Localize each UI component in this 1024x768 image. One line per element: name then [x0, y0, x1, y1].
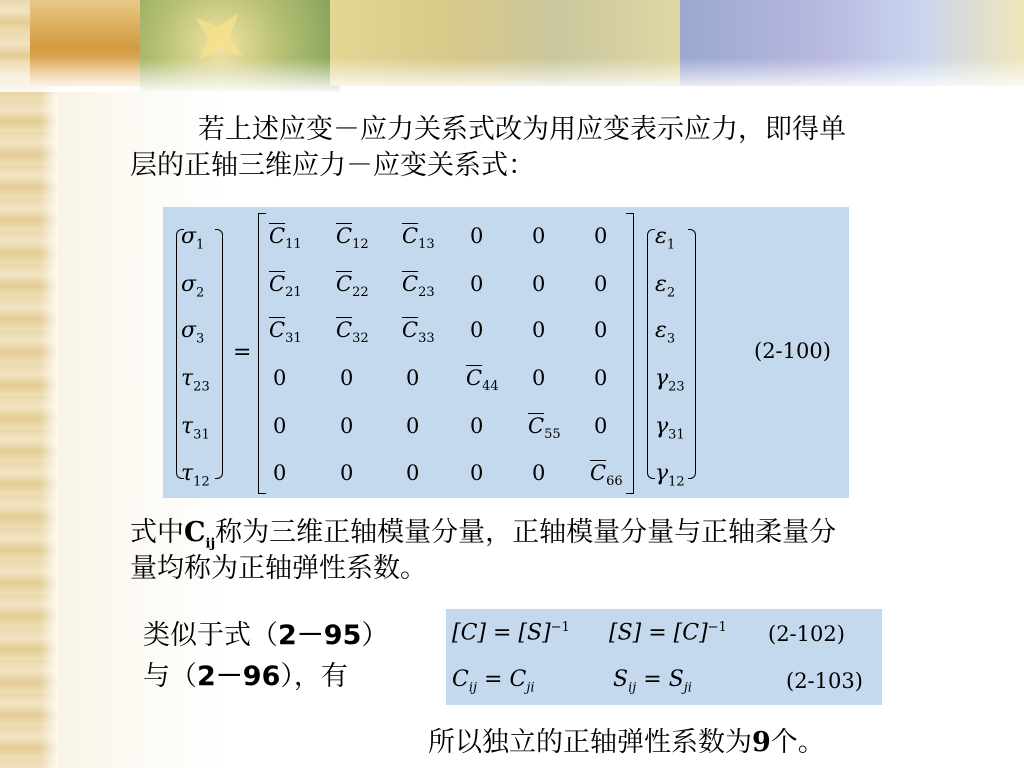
stress-component-23: $\tau_{23}$: [181, 366, 210, 395]
stress-component-12: $\tau_{12}$: [181, 461, 210, 490]
rhs-brace-left: [647, 229, 655, 479]
equation-number-2-103: (2-103): [786, 669, 863, 693]
eq-c-inverse-s: $[C] = [S]^{-1}$: [452, 620, 570, 646]
stress-component-1: $\sigma_1$: [181, 224, 205, 253]
matrix-cell-3-4: 0: [470, 318, 484, 342]
matrix-cell-6-5: 0: [532, 461, 546, 485]
eq-cij-symmetry: $C_{ij} = C_{ji}$: [452, 667, 535, 696]
equation-number-2-100: (2-100): [754, 339, 831, 363]
matrix-bracket-left: [258, 213, 266, 494]
lhs-brace-right: [215, 229, 223, 479]
matrix-cell-6-2: 0: [340, 461, 354, 485]
matrix-cell-4-3: 0: [406, 366, 420, 390]
final-text-a: 所以独立的正轴弹性系数为: [428, 727, 752, 758]
similar-line-2: [143, 659, 348, 695]
matrix-cell-6-1: 0: [273, 461, 287, 485]
note-ij-subscript: ij: [205, 536, 216, 552]
matrix-cell-6-4: 0: [470, 461, 484, 485]
intro-line-2: 层的正轴三维应力－应变关系式：: [130, 150, 535, 181]
similar-text-c: ）: [361, 620, 389, 651]
matrix-cell-1-3: $\overline{C}_{13}$: [402, 224, 435, 253]
note-c-symbol: C: [184, 517, 206, 548]
matrix-cell-2-3: $\overline{C}_{23}$: [402, 272, 435, 301]
matrix-cell-3-5: 0: [532, 318, 546, 342]
equals-sign: =: [233, 340, 252, 365]
matrix-cell-1-2: $\overline{C}_{12}$: [336, 224, 369, 253]
similar-ref-2-95: 2－95: [278, 620, 362, 651]
strain-component-2: $\varepsilon_2$: [655, 272, 676, 301]
intro-line-1: 若上述应变－应力关系式改为用应变表示应力，即得单: [198, 114, 846, 145]
matrix-cell-1-4: 0: [470, 224, 484, 248]
similar-text-a: 类似于式（: [143, 620, 278, 651]
strain-component-12: $\gamma_{12}$: [655, 461, 685, 490]
final-text-b: 个。: [770, 727, 825, 758]
banner-fade: [0, 58, 1024, 92]
matrix-cell-3-3: $\overline{C}_{33}$: [402, 318, 435, 347]
note-rest: 称为三维正轴模量分量，正轴模量分量与正轴柔量分: [215, 517, 837, 548]
matrix-cell-3-2: $\overline{C}_{32}$: [336, 318, 369, 347]
matrix-cell-2-2: $\overline{C}_{22}$: [336, 272, 369, 301]
note-line-2: 量均称为正轴弹性系数。: [130, 553, 427, 584]
final-line: [428, 725, 825, 761]
similar-line-1: [143, 618, 388, 654]
matrix-cell-1-5: 0: [532, 224, 546, 248]
equation-number-2-102: (2-102): [768, 622, 845, 646]
matrix-cell-2-4: 0: [470, 272, 484, 296]
stress-component-31: $\tau_{31}$: [181, 414, 210, 443]
matrix-cell-6-3: 0: [406, 461, 420, 485]
rhs-brace-right: [688, 229, 696, 479]
matrix-cell-4-5: 0: [532, 366, 546, 390]
decorative-left-strip: [0, 0, 58, 768]
matrix-cell-2-1: $\overline{C}_{21}$: [269, 272, 302, 301]
eq-sij-symmetry: $S_{ij} = S_{ji}$: [613, 667, 692, 696]
matrix-cell-5-4: 0: [470, 414, 484, 438]
stress-component-3: $\sigma_3$: [181, 318, 205, 347]
similar-ref-2-96: 2－96: [197, 661, 281, 692]
matrix-cell-4-6: 0: [594, 366, 608, 390]
intro-paragraph: [130, 112, 846, 184]
similar-text-f: ），有: [280, 661, 348, 692]
similar-text-d: 与（: [143, 661, 197, 692]
matrix-cell-3-1: $\overline{C}_{31}$: [269, 318, 302, 347]
note-prefix: 式中: [130, 517, 184, 548]
strain-component-31: $\gamma_{31}$: [655, 414, 685, 443]
matrix-bracket-right: [626, 213, 634, 494]
matrix-cell-5-6: 0: [594, 414, 608, 438]
matrix-cell-5-1: 0: [273, 414, 287, 438]
matrix-cell-6-6: $\overline{C}_{66}$: [590, 461, 623, 490]
matrix-cell-5-2: 0: [340, 414, 354, 438]
strain-component-23: $\gamma_{23}$: [655, 366, 685, 395]
matrix-cell-2-6: 0: [594, 272, 608, 296]
matrix-cell-4-2: 0: [340, 366, 354, 390]
matrix-cell-1-6: 0: [594, 224, 608, 248]
final-number: 9: [752, 727, 771, 758]
matrix-cell-1-1: $\overline{C}_{11}$: [269, 224, 302, 253]
matrix-cell-5-3: 0: [406, 414, 420, 438]
matrix-cell-3-6: 0: [594, 318, 608, 342]
strain-component-1: $\varepsilon_1$: [655, 224, 676, 253]
stress-component-2: $\sigma_2$: [181, 272, 205, 301]
matrix-cell-5-5: $\overline{C}_{55}$: [528, 414, 561, 443]
eq-s-inverse-c: $[S] = [C]^{-1}$: [609, 620, 727, 646]
matrix-cell-2-5: 0: [532, 272, 546, 296]
matrix-cell-4-1: 0: [273, 366, 287, 390]
strain-component-3: $\varepsilon_3$: [655, 318, 676, 347]
matrix-cell-4-4: $\overline{C}_{44}$: [466, 366, 499, 395]
decorative-top-banner: [0, 0, 1024, 92]
